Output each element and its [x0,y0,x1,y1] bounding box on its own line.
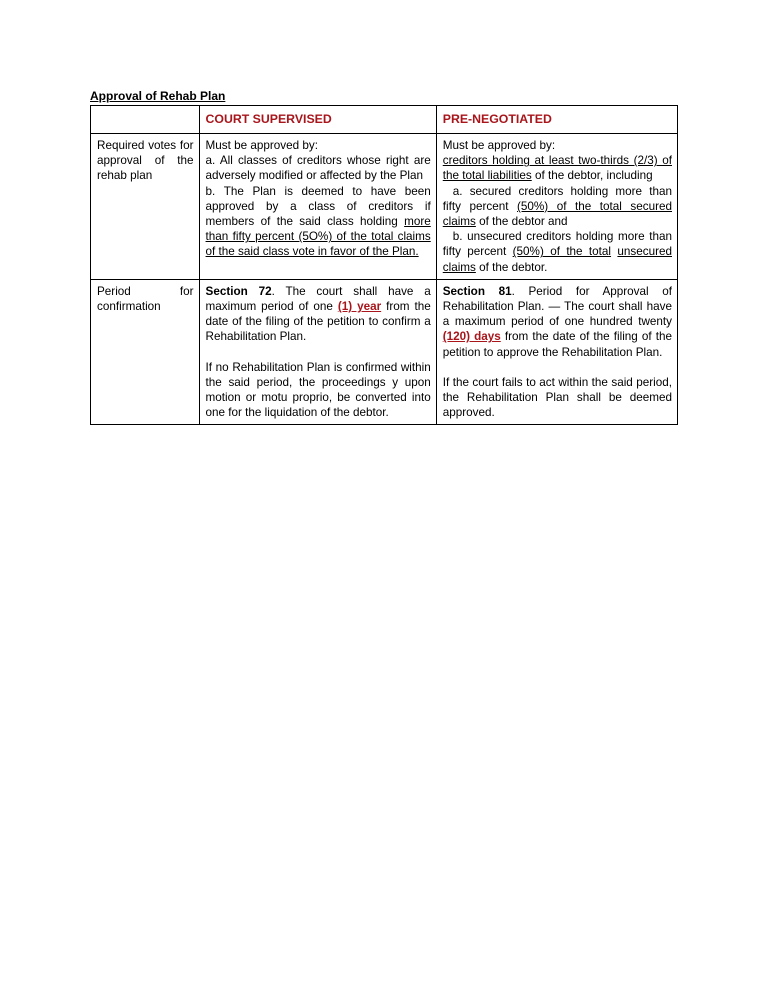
paragraph-gap [206,345,431,360]
header-row [91,106,678,134]
pre-votes-creditors-underlined: creditors holding at least two-thirds (2/3) of the total liabilities [442,154,672,183]
pre-period-cell [436,279,677,425]
court-section-ref: Section 72 [205,284,272,298]
document-page [90,89,678,425]
pre-votes-b-text: b. unsecured creditors holding more than fifty percent [442,230,672,259]
court-period-para-2: If no Rehabilitation Plan is confirmed within the said period, the proceedings y upon motion or motu proprio, be converted into one for the liquidation of the debtor. [205,360,431,420]
pre-votes-item-a [443,184,672,230]
pre-votes-a-rest: of the debtor and [475,215,568,229]
pre-required-votes-cell [436,134,677,280]
pre-period-text-a: . Period for Approval of Rehabilitation Plan. — The court shall have a maximum period of one hundred twenty [442,284,672,329]
comparison-table [90,105,678,425]
pre-votes-item-b [443,229,672,275]
pre-votes-a-text: a. secured creditors holding more than fifty percent [442,184,672,213]
pre-votes-a-underlined: (50%) of the total secured claims [442,199,672,229]
paragraph-gap [443,360,672,375]
header-pre-negotiated: PRE-NEGOTIATED [436,106,677,134]
court-votes-b-text: b. The Plan is deemed to have been approved by a class of creditors if members of the said class holding [205,184,431,229]
pre-period-para-1 [443,284,672,360]
table-title: Approval of Rehab Plan [90,89,226,103]
court-period-text-a: . The court shall have a maximum period of one [205,284,431,314]
header-court-supervised: COURT SUPERVISED [199,106,436,134]
court-period-text-b: from the date of the filing of the petition to confirm a Rehabilitation Plan. [205,300,431,344]
pre-period-text-b: from the date of the filing of the petition to approve the Rehabilitation Plan. [442,330,673,359]
pre-votes-b-underlined-1: (50%) of the total [512,245,612,259]
court-votes-b-underlined: more than fifty percent (5O%) of the total claims of the said class vote in favor of the Plan. [205,215,431,259]
row-label-required-votes: Required votes for approval of the rehab plan [91,134,200,280]
pre-votes-creditors [443,153,672,183]
court-votes-item-a: a. All classes of creditors whose right are adversely modified or affected by the Plan [205,154,431,183]
pre-period-para-2: If the court fails to act within the said period, the Rehabilitation Plan shall be deemed approved. [442,375,672,420]
pre-votes-b-underlined-2: unsecured claims [442,245,672,274]
pre-votes-intro: Must be approved by: [442,139,556,152]
header-blank-cell [91,106,200,134]
court-required-votes-cell [199,134,436,280]
row-label-period: Period for confirmation [91,279,200,425]
table-row [91,279,678,425]
court-period-cell [199,279,436,425]
court-votes-item-b [206,184,431,260]
pre-section-ref: Section 81 [442,284,512,298]
court-period-para-1 [206,284,431,345]
pre-votes-b-rest: of the debtor. [475,260,548,274]
pre-votes-creditors-rest: of the debtor, including [531,169,653,183]
court-period-highlight: (1) year [337,300,382,314]
table-row [91,134,678,280]
pre-period-highlight: (120) days [442,330,501,344]
court-votes-intro: Must be approved by: [205,139,318,152]
